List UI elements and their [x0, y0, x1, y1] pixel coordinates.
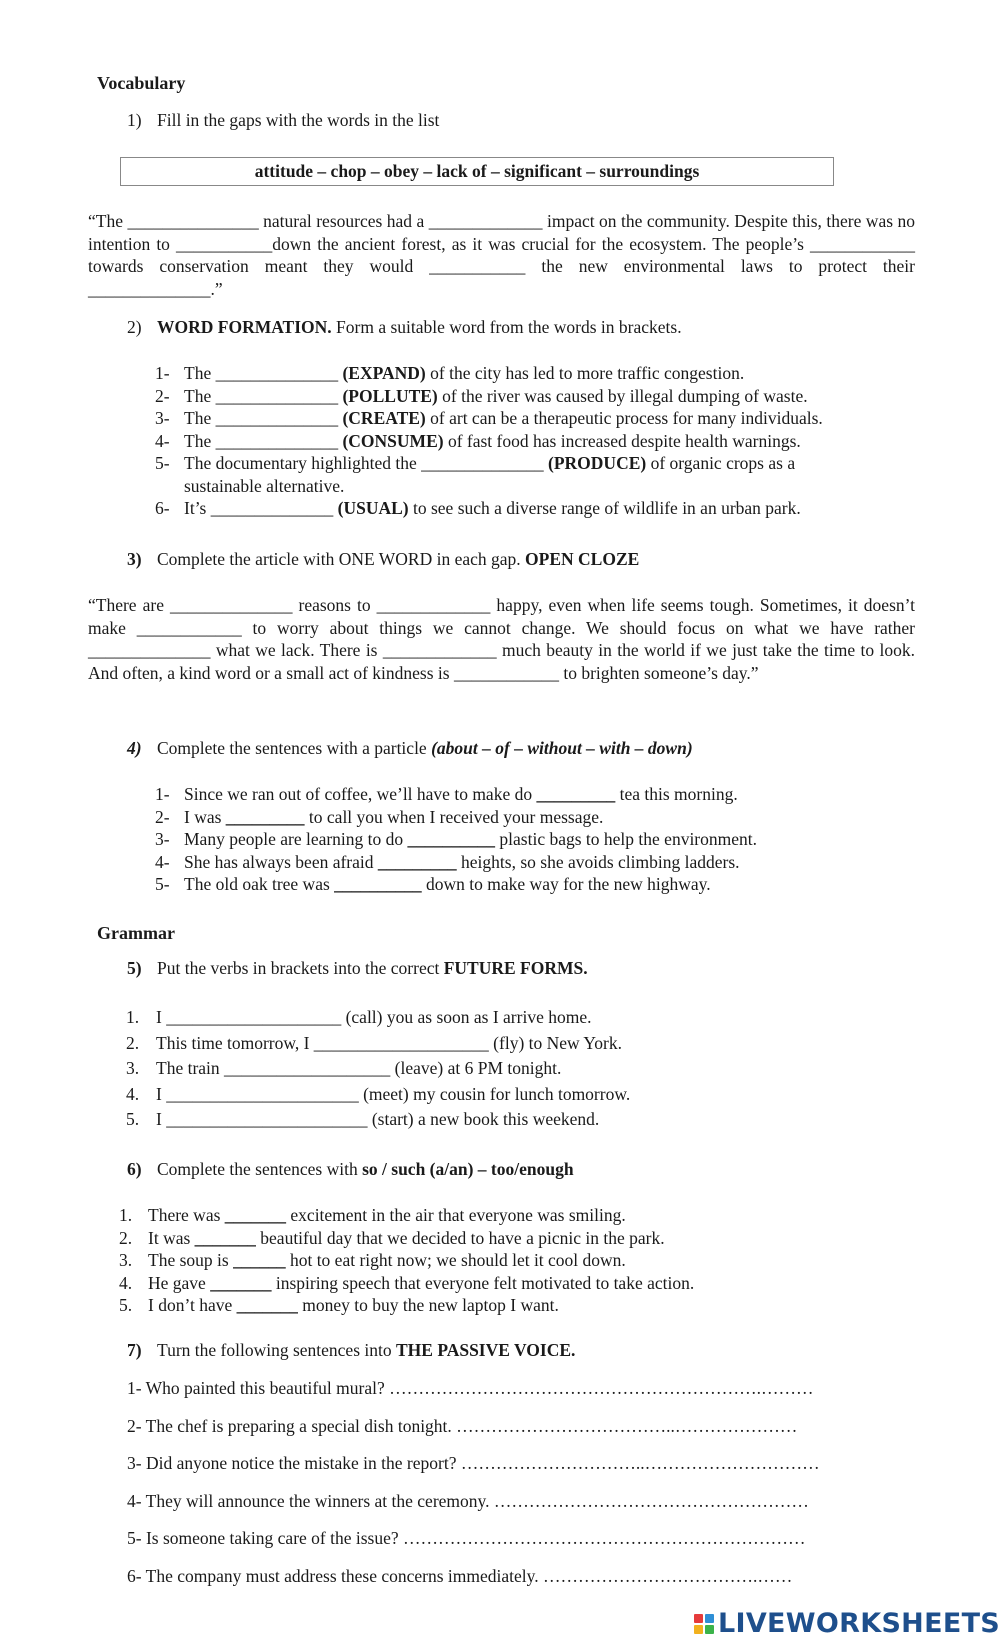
- q6-item: [119, 1272, 909, 1295]
- q2-item: [155, 407, 915, 430]
- item-rest: of organic crops as a sustainable alternative.: [184, 453, 796, 496]
- item-gap: __________: [334, 874, 422, 894]
- item-gap: _________: [536, 784, 616, 804]
- q1-number: 1): [127, 110, 142, 130]
- item-number: 5-: [155, 874, 170, 894]
- item-stem: He gave: [148, 1272, 211, 1293]
- q7-item: 5- Is someone taking care of the issue? ……………………………………………………………: [127, 1528, 806, 1548]
- item-text: This time tomorrow, I ____________________ (fly) to New York.: [156, 1032, 622, 1053]
- q6-instruction-line: [127, 1158, 574, 1181]
- grammar-heading: Grammar: [97, 923, 175, 943]
- q5-item: [126, 1107, 906, 1133]
- item-number: 2-: [155, 385, 170, 406]
- item-rest: to call you when I received your message.: [304, 806, 604, 827]
- item-keyword: (CONSUME): [342, 430, 444, 451]
- item-stem: There was: [148, 1205, 225, 1225]
- q4-item: [155, 851, 915, 874]
- item-text: [184, 497, 801, 520]
- item-text: [148, 1249, 626, 1272]
- item-stem: The ______________: [184, 385, 343, 406]
- item-number: 1.: [126, 1007, 140, 1027]
- item-keyword: (PRODUCE): [548, 453, 647, 473]
- q7-title: THE PASSIVE VOICE.: [395, 1340, 576, 1360]
- q1-instruction-line: [127, 109, 439, 132]
- q7-item: 2- The chef is preparing a special dish tonight. ………………………………..…………………: [127, 1415, 798, 1436]
- item-text: The train ___________________ (leave) at 6 PM tonight.: [156, 1058, 562, 1079]
- item-keyword: (POLLUTE): [342, 385, 438, 406]
- q2-item: [155, 497, 915, 520]
- item-stem: She has always been afraid: [184, 851, 378, 872]
- item-gap: _______: [210, 1272, 272, 1293]
- item-number: 5.: [119, 1295, 133, 1315]
- item-number: 3-: [155, 408, 170, 428]
- item-number: 3-: [155, 829, 170, 849]
- q7-item: 3- Did anyone notice the mistake in the report? …………………………..…………………………: [127, 1453, 820, 1473]
- item-number: 4-: [155, 851, 170, 872]
- item-text: [184, 407, 823, 430]
- item-rest: to see such a diverse range of wildlife in an urban park.: [408, 498, 801, 518]
- q5-title: FUTURE FORMS.: [443, 958, 588, 978]
- q6-item: [119, 1204, 909, 1227]
- vocabulary-heading: Vocabulary: [97, 73, 186, 93]
- item-number: 3.: [119, 1250, 133, 1270]
- q1-paragraph-block: [88, 210, 915, 300]
- item-text: [148, 1272, 694, 1295]
- item-keyword: (CREATE): [342, 408, 426, 428]
- item-rest: excitement in the air that everyone was smiling.: [286, 1205, 626, 1225]
- q5-number: 5): [127, 958, 142, 978]
- q3-title: OPEN CLOZE: [525, 549, 640, 569]
- q1-paragraph: “The _______________ natural resources had a _____________ impact on the community. Despite this, there was no intention to ___________down the ancient forest, as it was crucial for the ecosystem. The people’s ____________ towards conservation meant they would ___________ the new environmental laws to protect their ______________.”: [88, 211, 915, 299]
- q3-paragraph: “There are ______________ reasons to _____________ happy, even when life seems tough. Sometimes, it doesn’t make ____________ to worry about things we cannot change. We should focus on what we have rather ______________ what we lack. There is _____________ much beauty in the world if we just take the time to look. And often, a kind word or a small act of kindness is ____________ to brighten someone’s day.”: [88, 595, 915, 683]
- item-text: [184, 851, 740, 874]
- item-number: 4-: [155, 430, 170, 451]
- item-text: [148, 1204, 626, 1227]
- q3-instruction-line: [127, 548, 639, 571]
- q2-number: 2): [127, 317, 142, 337]
- q5-instruction: Put the verbs in brackets into the correct: [157, 958, 440, 978]
- item-stem: The documentary highlighted the ______________: [184, 453, 549, 473]
- item-number: 1-: [155, 363, 170, 383]
- item-stem: It’s ______________: [184, 498, 338, 518]
- item-text: [184, 452, 874, 497]
- q6-item: [119, 1294, 909, 1317]
- q7-item: 4- They will announce the winners at the ceremony. ………………………………………………: [127, 1490, 809, 1511]
- item-keyword: (EXPAND): [342, 363, 426, 383]
- item-rest: plastic bags to help the environment.: [495, 829, 757, 849]
- logo-square: [694, 1625, 703, 1634]
- item-number: 2.: [126, 1032, 140, 1053]
- logo-text: LIVEWORKSHEETS: [718, 1607, 1000, 1639]
- q4-instruction: Complete the sentences with a particle: [157, 738, 427, 758]
- q4-particles: (about – of – without – with – down): [431, 738, 693, 758]
- item-stem: I was: [184, 806, 226, 827]
- item-rest: down to make way for the new highway.: [421, 874, 711, 894]
- q5-item: [126, 1005, 906, 1031]
- item-text: [184, 385, 808, 408]
- q3-instruction: Complete the article with ONE WORD in each gap.: [157, 549, 521, 569]
- q7-list: [127, 1377, 917, 1602]
- q4-item: [155, 873, 915, 896]
- item-gap: ______: [233, 1250, 286, 1270]
- item-number: 6-: [155, 498, 170, 518]
- q4-number: 4): [127, 738, 142, 758]
- item-number: 5.: [126, 1109, 140, 1130]
- item-rest: of art can be a therapeutic process for many individuals.: [425, 408, 823, 428]
- q2-list: [155, 362, 915, 520]
- item-rest: of fast food has increased despite health warnings.: [443, 430, 801, 451]
- item-text: [148, 1294, 559, 1317]
- item-text: [184, 362, 744, 385]
- item-rest: of the river was caused by illegal dumping of waste.: [437, 385, 808, 406]
- q2-title: WORD FORMATION.: [157, 317, 332, 337]
- item-stem: The soup is: [148, 1250, 234, 1270]
- q2-item: [155, 452, 915, 497]
- q2-instruction-line: [127, 316, 682, 339]
- item-rest: money to buy the new laptop I want.: [297, 1295, 559, 1315]
- item-number: 3.: [126, 1058, 140, 1079]
- q6-list: [119, 1204, 909, 1317]
- item-number: 1.: [119, 1205, 133, 1225]
- q6-item: [119, 1249, 909, 1272]
- q6-title: so / such (a/an) – too/enough: [362, 1159, 574, 1179]
- item-number: 4.: [126, 1083, 140, 1104]
- item-number: 5-: [155, 453, 170, 473]
- item-rest: of the city has led to more traffic congestion.: [425, 363, 745, 383]
- item-text: I _______________________ (start) a new book this weekend.: [156, 1109, 600, 1130]
- q7-instruction: Turn the following sentences into: [157, 1340, 392, 1360]
- item-number: 2.: [119, 1227, 133, 1248]
- item-gap: _________: [377, 851, 457, 872]
- item-text: I ______________________ (meet) my cousin for lunch tomorrow.: [156, 1083, 631, 1104]
- item-number: 1-: [155, 784, 170, 804]
- q5-list: [126, 1005, 906, 1133]
- liveworksheets-logo: [694, 1609, 1000, 1639]
- item-stem: The ______________: [184, 408, 343, 428]
- item-gap: _______: [194, 1227, 256, 1248]
- item-rest: hot to eat right now; we should let it cool down.: [285, 1250, 626, 1270]
- q2-item: [155, 385, 915, 408]
- item-rest: inspiring speech that everyone felt motivated to take action.: [271, 1272, 695, 1293]
- item-stem: I don’t have: [148, 1295, 237, 1315]
- item-stem: Many people are learning to do: [184, 829, 408, 849]
- q2-item: [155, 362, 915, 385]
- q7-item: 6- The company must address these concerns immediately. ……………………………….……: [127, 1565, 793, 1586]
- item-text: [184, 430, 801, 453]
- item-text: I ____________________ (call) you as soon as I arrive home.: [156, 1007, 592, 1027]
- item-stem: The ______________: [184, 430, 343, 451]
- q1-instruction: Fill in the gaps with the words in the list: [157, 110, 440, 130]
- q4-item: [155, 783, 915, 806]
- word-list-box: [120, 157, 834, 186]
- q3-number: 3): [127, 549, 142, 569]
- q4-list: [155, 783, 915, 896]
- item-rest: heights, so she avoids climbing ladders.: [456, 851, 740, 872]
- q4-item: [155, 828, 915, 851]
- item-text: [184, 873, 711, 896]
- item-text: [184, 828, 757, 851]
- q3-paragraph-block: [88, 594, 915, 684]
- logo-square: [705, 1614, 714, 1623]
- q7-instruction-line: [127, 1339, 575, 1362]
- word-list-text: attitude – chop – obey – lack of – significant – surroundings: [254, 161, 700, 181]
- item-text: [184, 783, 738, 806]
- item-stem: The old oak tree was: [184, 874, 335, 894]
- q6-number: 6): [127, 1159, 142, 1179]
- logo-square: [705, 1625, 714, 1634]
- q2-item: [155, 430, 915, 453]
- item-stem: Since we ran out of coffee, we’ll have to make do: [184, 784, 537, 804]
- item-stem: The ______________: [184, 363, 343, 383]
- item-stem: It was: [148, 1227, 195, 1248]
- q2-instruction: Form a suitable word from the words in brackets.: [336, 317, 682, 337]
- item-rest: tea this morning.: [615, 784, 738, 804]
- q5-item: [126, 1082, 906, 1108]
- q5-item: [126, 1056, 906, 1082]
- item-number: 4.: [119, 1272, 133, 1293]
- item-gap: _________: [225, 806, 305, 827]
- logo-mark-icon: [694, 1614, 714, 1634]
- q4-item: [155, 806, 915, 829]
- logo-square: [694, 1614, 703, 1623]
- q7-number: 7): [127, 1340, 142, 1360]
- item-gap: _______: [236, 1295, 298, 1315]
- item-gap: _______: [224, 1205, 287, 1225]
- q6-item: [119, 1227, 909, 1250]
- item-gap: __________: [407, 829, 496, 849]
- q5-item: [126, 1031, 906, 1057]
- q4-instruction-line: [127, 737, 693, 760]
- q5-instruction-line: [127, 957, 588, 980]
- item-keyword: (USUAL): [337, 498, 409, 518]
- item-text: [148, 1227, 665, 1250]
- q7-item: 1- Who painted this beautiful mural? ……………………………………………………….………: [127, 1378, 814, 1398]
- q6-instruction: Complete the sentences with: [157, 1159, 358, 1179]
- item-number: 2-: [155, 806, 170, 827]
- item-text: [184, 806, 603, 829]
- item-rest: beautiful day that we decided to have a picnic in the park.: [255, 1227, 665, 1248]
